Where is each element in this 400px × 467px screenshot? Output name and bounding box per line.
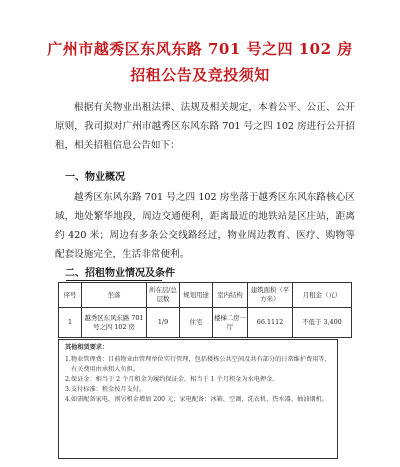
table-cell: 66.1112 (248, 308, 293, 338)
table-cell: 楼梯二房一厅 (213, 308, 248, 338)
notice-title-line2: 招租公告及竞投须知 (130, 66, 270, 84)
header-cell: 所在层/总层数 (147, 283, 180, 308)
notes-item: 2.保证金：相当于 2 个月租金为履约保证金，相当于 1 个月租金为水电押金。 (65, 376, 279, 383)
section2-underline (66, 280, 162, 281)
header-cell: 室内结构 (213, 283, 248, 308)
section1-body: 越秀区东风东路 701 号之四 102 房坐落于越秀区东风东路核心区域，地处繁华地段，周边交通便利，距离最近的地铁站是区庄站，距离约 420 米；周边有多条公交线路经过，物业周边教育、医疗、购物等配套设施完全，生活非常便利。 (55, 192, 355, 260)
intro-paragraph: 根据有关物业出租法律、法规及相关规定，本着公平、公正、公开原则，我司拟对广州市越秀区东风东路 701 号之四 102 房进行公开招租，相关招租信息公告如下： (55, 102, 355, 151)
header-cell: 建筑面积（平方米） (248, 283, 293, 308)
notes-item: 3.支付标准：租金按月支付。 (65, 386, 146, 393)
notes-item: 1.物业管理费：目前物业由管理单位实行管理，包括楼栋公共空间及共有部分的日常维护费用等，有关费用由承租人负担。 (65, 356, 331, 373)
header-cell: 规划用途 (180, 283, 213, 308)
header-cell: 坐落 (82, 283, 147, 308)
table-cell: 越秀区东风东路 701 号之四 102 房 (82, 308, 147, 338)
table-cell: 住宅 (180, 308, 213, 338)
table-cell: 1 (59, 308, 82, 338)
section2-heading: 二、招租物业情况及条件 (65, 268, 175, 279)
notes-item: 4.如需配备家电，则另租金增加 200 元；家电配备：冰箱、空调、洗衣机、热水器、抽油烟机。 (65, 396, 328, 403)
notes-title: 其他租赁要求： (65, 344, 109, 351)
header-cell: 序号 (59, 283, 82, 308)
table-cell: 不低于 3,400 (293, 308, 352, 338)
lease-table (58, 282, 352, 338)
table-header-row (59, 283, 352, 308)
notice-title-line1: 广州市越秀区东风东路 701 号之四 102 房 (47, 40, 353, 58)
lease-requirements-box (58, 339, 338, 459)
header-cell: 月租金（元） (293, 283, 352, 308)
section1-heading: 一、物业概况 (65, 172, 125, 183)
table-cell: 1/9 (147, 308, 180, 338)
table-row (59, 308, 352, 338)
